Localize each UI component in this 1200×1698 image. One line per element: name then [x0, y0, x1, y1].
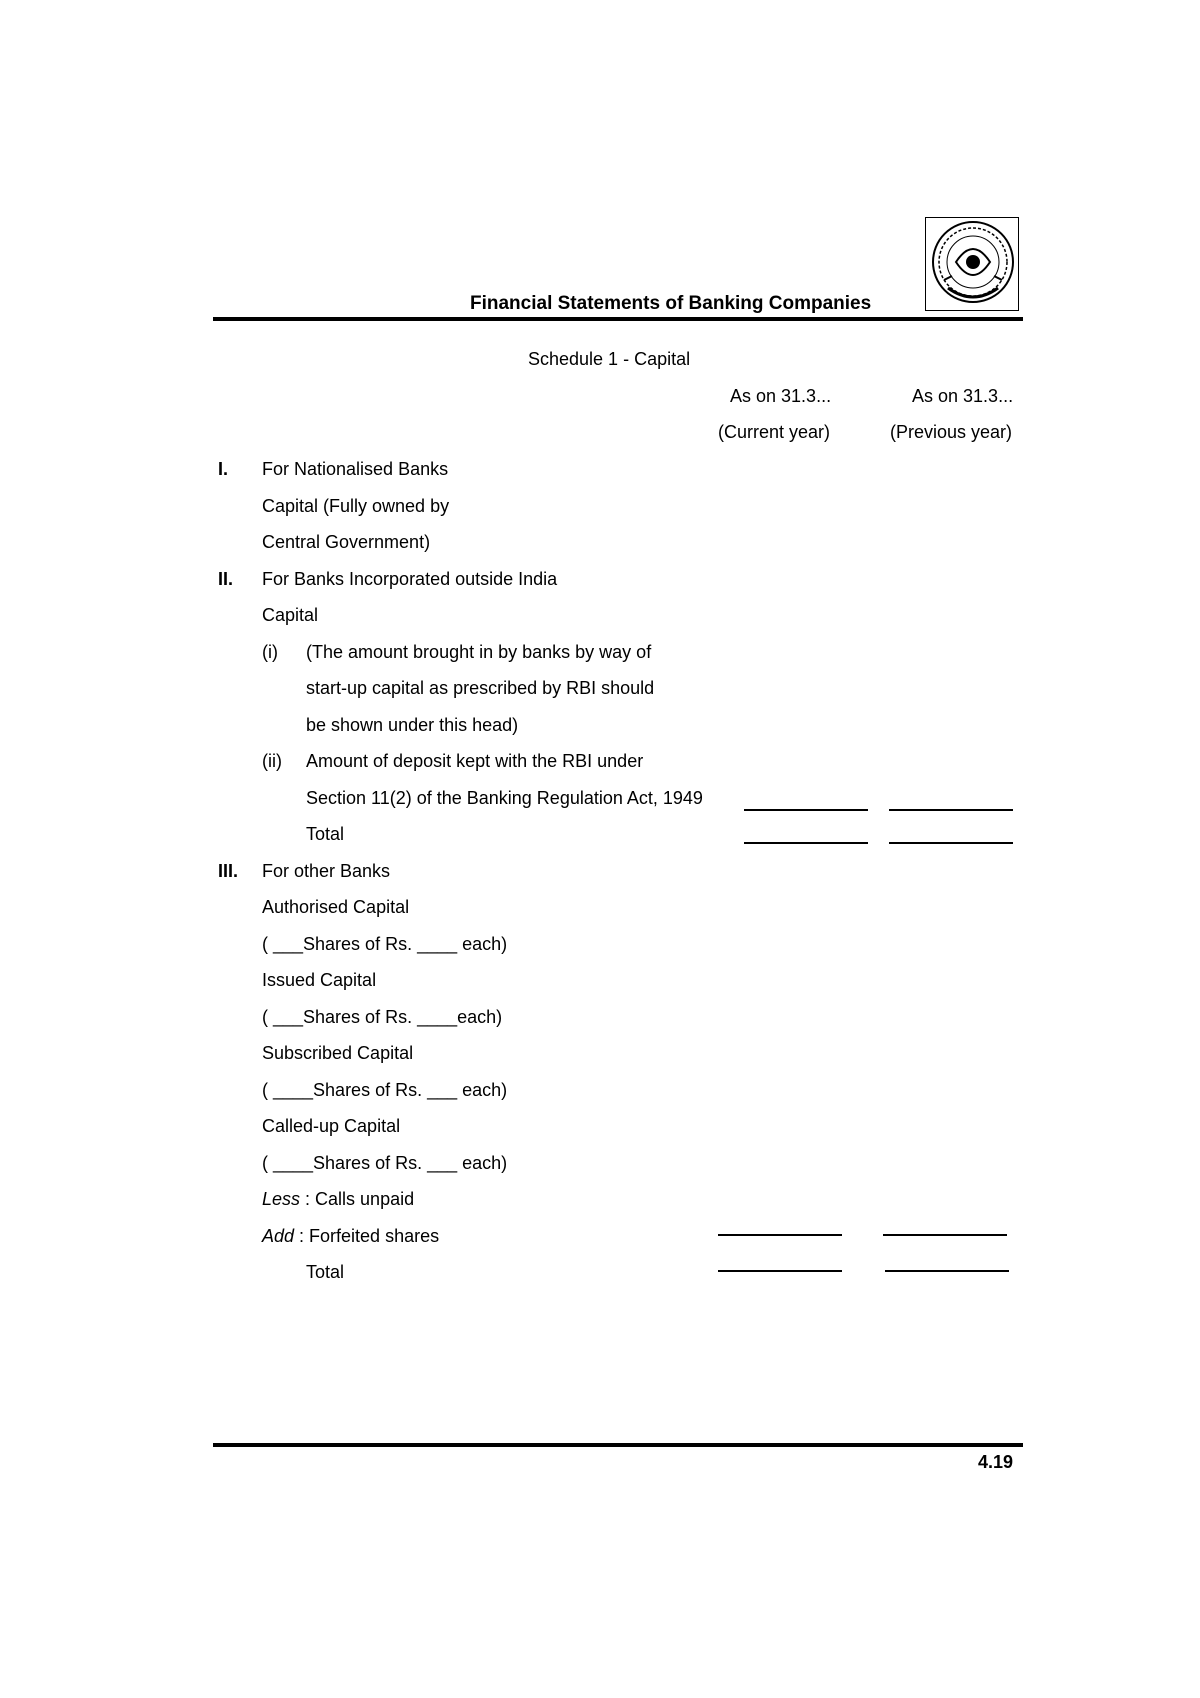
section-2-total: Total	[306, 824, 345, 844]
previous-year-underline	[883, 1234, 1007, 1236]
item-1-line: start-up capital as prescribed by RBI should	[306, 678, 655, 698]
section-2-heading: For Banks Incorporated outside India	[262, 569, 558, 589]
header-rule	[213, 317, 1023, 321]
current-year-underline	[744, 809, 868, 811]
footer-rule	[213, 1443, 1023, 1447]
section-3-line: ( ___Shares of Rs. ____ each)	[262, 934, 508, 954]
section-3-heading: For other Banks	[262, 861, 391, 881]
current-year-total-underline	[718, 1270, 842, 1272]
item-2-number: (ii)	[262, 751, 282, 771]
current-year-heading: As on 31.3...	[730, 386, 832, 406]
header-title: Financial Statements of Banking Companies	[470, 293, 872, 314]
section-3-line: Called-up Capital	[262, 1116, 401, 1136]
page-number: 4.19	[978, 1452, 1014, 1472]
section-1-number: I.	[218, 459, 229, 479]
item-2-line: Amount of deposit kept with the RBI under	[306, 751, 644, 771]
current-year-underline	[718, 1234, 842, 1236]
institute-seal-icon	[925, 217, 1019, 311]
section-3-line: ( ____Shares of Rs. ___ each)	[262, 1080, 508, 1100]
section-1-line: Central Government)	[262, 532, 431, 552]
current-year-label: (Current year)	[718, 422, 831, 442]
schedule-title: Schedule 1 - Capital	[528, 349, 691, 369]
section-3-number: III.	[218, 861, 239, 881]
less-label: Less	[262, 1189, 301, 1209]
previous-year-underline	[889, 809, 1013, 811]
section-3-line: Authorised Capital	[262, 897, 410, 917]
section-3-line: ( ___Shares of Rs. ____each)	[262, 1007, 503, 1027]
item-1-line: be shown under this head)	[306, 715, 519, 735]
previous-year-total-underline	[889, 842, 1013, 844]
section-1-line: Capital (Fully owned by	[262, 496, 450, 516]
section-1-heading: For Nationalised Banks	[262, 459, 449, 479]
previous-year-heading: As on 31.3...	[912, 386, 1014, 406]
item-1-line: (The amount brought in by banks by way of	[306, 642, 652, 662]
previous-year-label: (Previous year)	[890, 422, 1013, 442]
add-label: Add	[262, 1226, 295, 1246]
add-text: : Forfeited shares	[294, 1226, 440, 1246]
item-1-number: (i)	[262, 642, 278, 662]
previous-year-total-underline	[885, 1270, 1009, 1272]
section-3-line: ( ____Shares of Rs. ___ each)	[262, 1153, 508, 1173]
item-2-line: Section 11(2) of the Banking Regulation Act, 1949	[306, 788, 703, 808]
section-3-line: Subscribed Capital	[262, 1043, 414, 1063]
section-3-total: Total	[306, 1262, 345, 1282]
section-2-number: II.	[218, 569, 234, 589]
less-text: : Calls unpaid	[300, 1189, 415, 1209]
less-calls-unpaid	[262, 1189, 414, 1210]
section-2-capital: Capital	[262, 605, 319, 625]
section-3-line: Issued Capital	[262, 970, 377, 990]
current-year-total-underline	[744, 842, 868, 844]
add-forfeited-shares	[262, 1226, 439, 1247]
